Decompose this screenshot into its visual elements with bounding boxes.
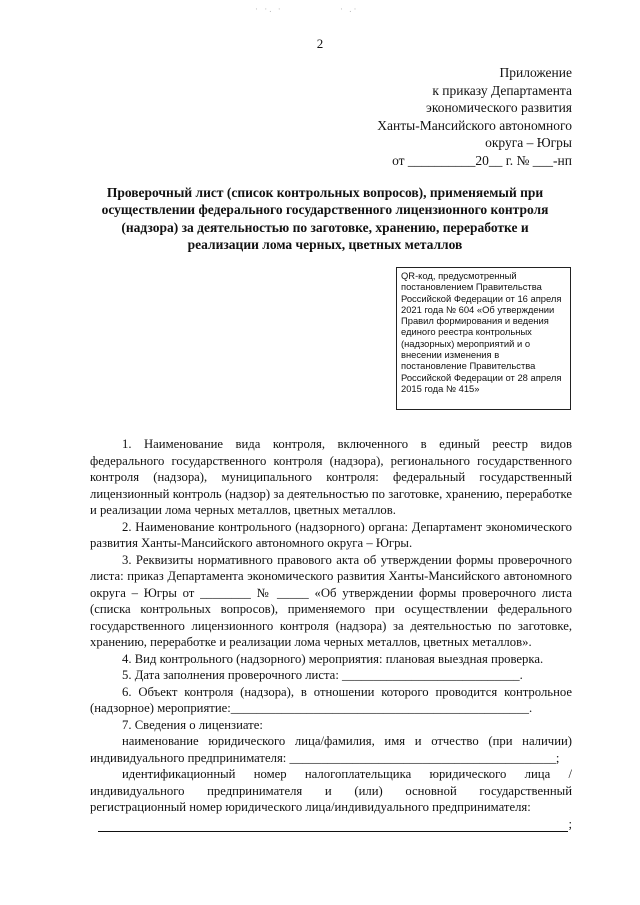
scan-artifact-right: · .· <box>340 4 359 14</box>
section-5: 5. Дата заполнения проверочного листа: ____________________________. <box>122 668 523 682</box>
scan-artifact-left: · ·. · <box>255 4 283 14</box>
section-4: 4. Вид контрольного (надзорного) мероприятия: плановая выездная проверка. <box>122 651 544 666</box>
appendix-line: Ханты-Мансийского автономного <box>377 117 572 133</box>
document-body <box>90 436 572 832</box>
qr-code-placeholder: QR-код, предусмотренный постановлением Правительства Российской Федерации от 16 апреля 2021 года № 604 «Об утверждении Правил формирования и ведения единого реестра контрольных (надзорных) мероприятий и о внесении изменения в постановление Правительства Российской Федерации от 28 апреля 2015 года № 415» <box>396 267 571 410</box>
document-title: Проверочный лист (список контрольных вопросов), применяемый при осуществлении федерального государственного лицензионного контроля (надзора) за деятельностью по заготовке, хранению, переработке и реализации лома черных, цветных металлов <box>101 185 549 253</box>
section-7-name: наименование юридического лица/фамилия, имя и отчество (при наличии) индивидуального предпринимателя: __________________________________________; <box>90 734 572 765</box>
section-6: 6. Объект контроля (надзора), в отношении которого проводится контрольное (надзорное) мероприятие:_______________________________________________. <box>90 684 572 715</box>
section-1: 1. Наименование вида контроля, включенного в единый реестр видов федерального государственного контроля (надзора), регионального государственного контроля (надзора), муниципального контроля: федеральный государственный лицензионный контроль (надзор) за деятельностью по заготовке, хранению, переработке и реализации лома черных металлов, цветных металлов. <box>90 437 572 517</box>
fill-line-end: ; <box>568 816 572 831</box>
section-3: 3. Реквизиты нормативного правового акта об утверждении формы проверочного листа: приказ Департамента экономического развития Ханты-Мансийского автономного округа – Югры от ________ № _____ «Об утверждении формы проверочного листа (списка контрольных вопросов), применяемого при осуществлении федерального государственного лицензионного контроля (надзора) за деятельностью по заготовке, хранению, переработке и реализации лома черных металлов, цветных металлов». <box>90 552 572 649</box>
appendix-line: от __________20__ г. № ___-нп <box>392 152 572 168</box>
appendix-line: Приложение <box>499 65 572 80</box>
appendix-line: экономического развития <box>426 100 572 116</box>
page-number: 2 <box>316 36 324 51</box>
appendix-block <box>242 64 572 170</box>
section-7-inn: идентификационный номер налогоплательщика юридического лица /индивидуального предпринимателя и (или) основной государственный регистрационный номер юридического лица/индивидуального предпринимателя: <box>90 767 572 814</box>
fill-line <box>90 816 572 833</box>
section-7: 7. Сведения о лицензиате: <box>122 717 263 732</box>
appendix-line: округа – Югры <box>485 135 572 151</box>
appendix-line: к приказу Департамента <box>432 82 572 98</box>
section-2: 2. Наименование контрольного (надзорного) органа: Департамент экономического развития Ханты-Мансийского автономного округа – Югры. <box>90 519 572 550</box>
